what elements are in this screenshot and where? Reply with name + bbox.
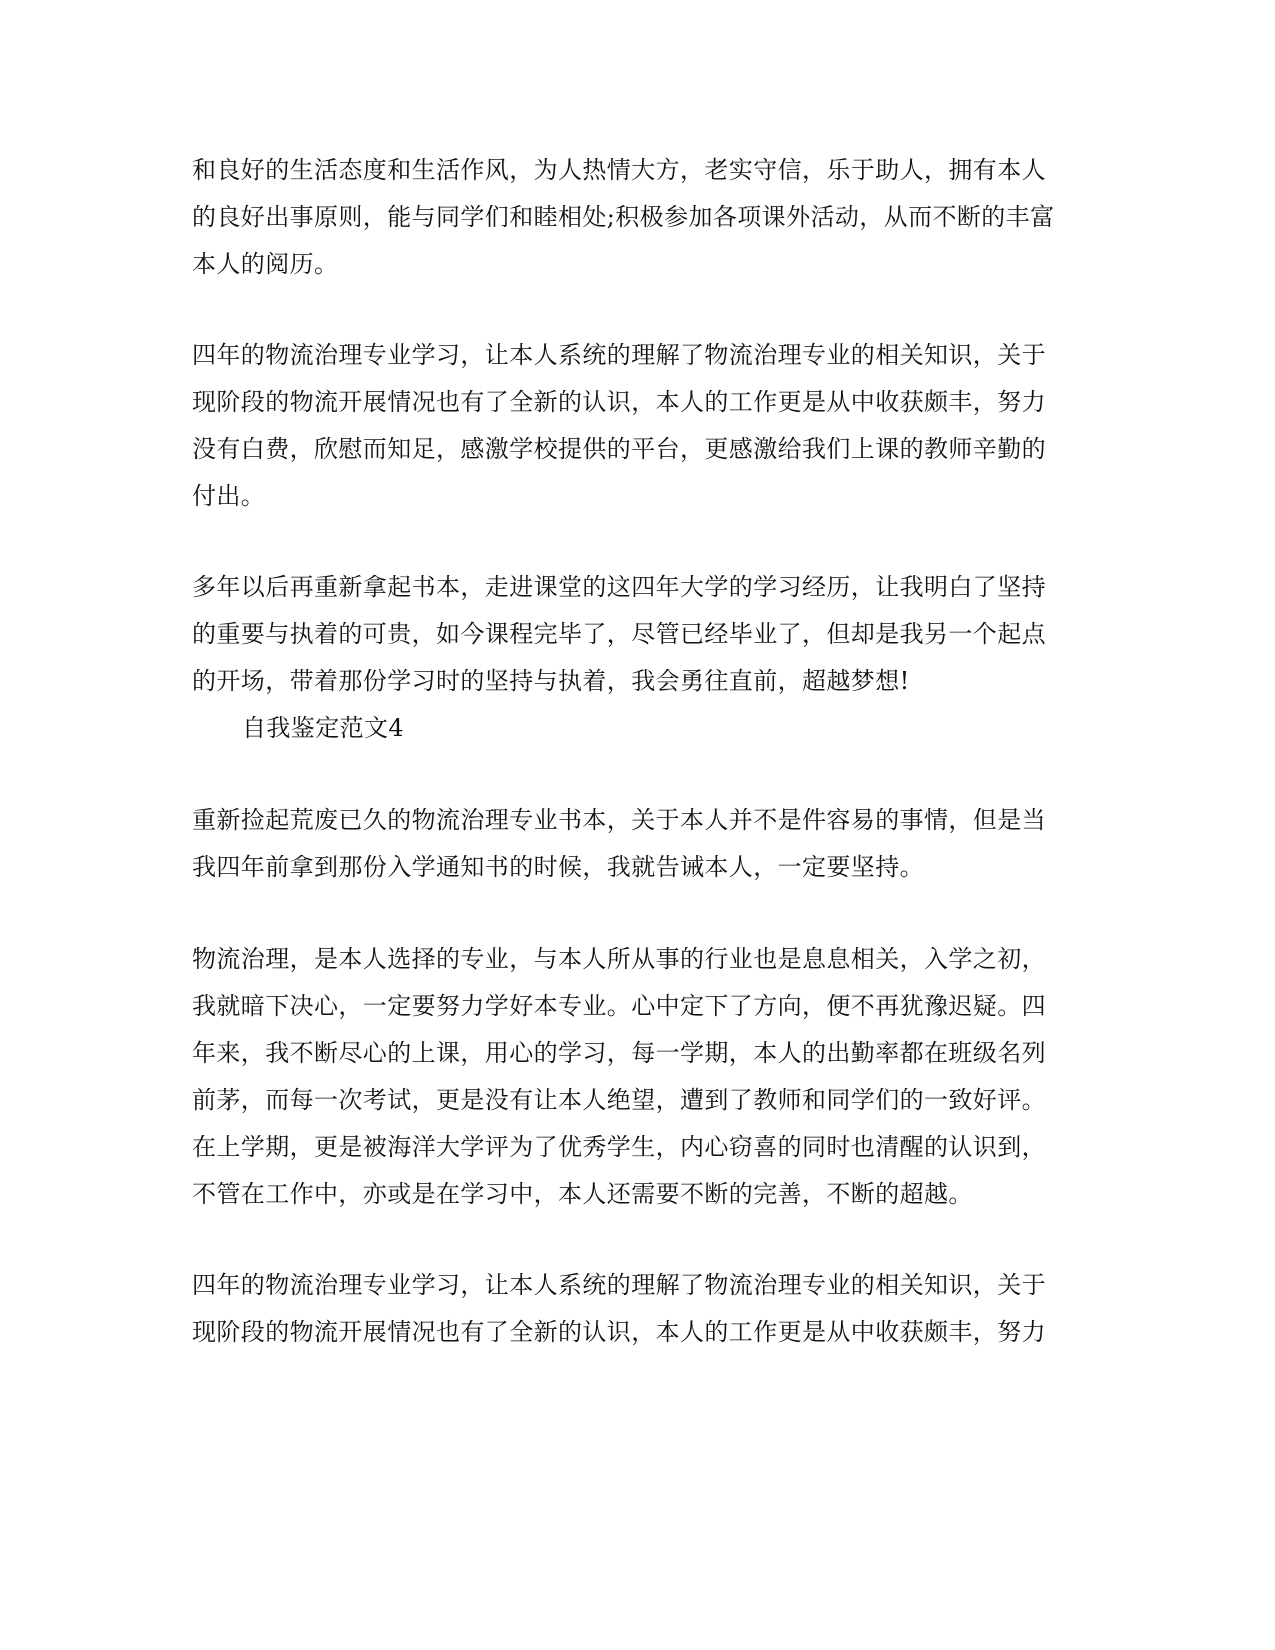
paragraph-line: 在上学期，更是被海洋大学评为了优秀学生，内心窃喜的同时也清醒的认识到， (192, 1133, 1046, 1161)
paragraph-line: 现阶段的物流开展情况也有了全新的认识，本人的工作更是从中收获颇丰，努力 (192, 388, 1046, 416)
paragraph-line: 年来，我不断尽心的上课，用心的学习，每一学期，本人的出勤率都在班级名列 (192, 1039, 1046, 1067)
paragraph-line: 本人的阅历。 (192, 250, 339, 278)
paragraph-line: 不管在工作中，亦或是在学习中，本人还需要不断的完善，不断的超越。 (192, 1180, 973, 1208)
paragraph-line: 我就暗下决心，一定要努力学好本专业。心中定下了方向，便不再犹豫迟疑。四 (192, 992, 1046, 1020)
paragraph-line: 四年的物流治理专业学习，让本人系统的理解了物流治理专业的相关知识，关于 (192, 341, 1046, 369)
paragraph-line: 四年的物流治理专业学习，让本人系统的理解了物流治理专业的相关知识，关于 (192, 1271, 1046, 1299)
paragraph-line: 物流治理，是本人选择的专业，与本人所从事的行业也是息息相关，入学之初， (192, 945, 1046, 973)
paragraph-line: 的重要与执着的可贵，如今课程完毕了，尽管已经毕业了，但却是我另一个起点 (192, 620, 1046, 648)
paragraph-line: 多年以后再重新拿起书本，走进课堂的这四年大学的学习经历，让我明白了坚持 (192, 573, 1046, 601)
section-heading: 自我鉴定范文4 (242, 714, 405, 742)
paragraph-line: 的开场，带着那份学习时的坚持与执着，我会勇往直前，超越梦想! (192, 667, 910, 695)
paragraph-line: 前茅，而每一次考试，更是没有让本人绝望，遭到了教师和同学们的一致好评。 (192, 1086, 1046, 1114)
paragraph-line: 和良好的生活态度和生活作风，为人热情大方，老实守信，乐于助人，拥有本人 (192, 156, 1046, 184)
paragraph-line: 我四年前拿到那份入学通知书的时候，我就告诫本人，一定要坚持。 (192, 853, 924, 881)
paragraph-line: 付出。 (192, 482, 266, 510)
paragraph-line: 现阶段的物流开展情况也有了全新的认识，本人的工作更是从中收获颇丰，努力 (192, 1318, 1046, 1346)
paragraph-line: 没有白费，欣慰而知足，感激学校提供的平台，更感激给我们上课的教师辛勤的 (192, 435, 1046, 463)
paragraph-line: 重新捡起荒废已久的物流治理专业书本，关于本人并不是件容易的事情，但是当 (192, 806, 1046, 834)
paragraph-line: 的良好出事原则，能与同学们和睦相处;积极参加各项课外活动，从而不断的丰富 (192, 203, 1055, 231)
